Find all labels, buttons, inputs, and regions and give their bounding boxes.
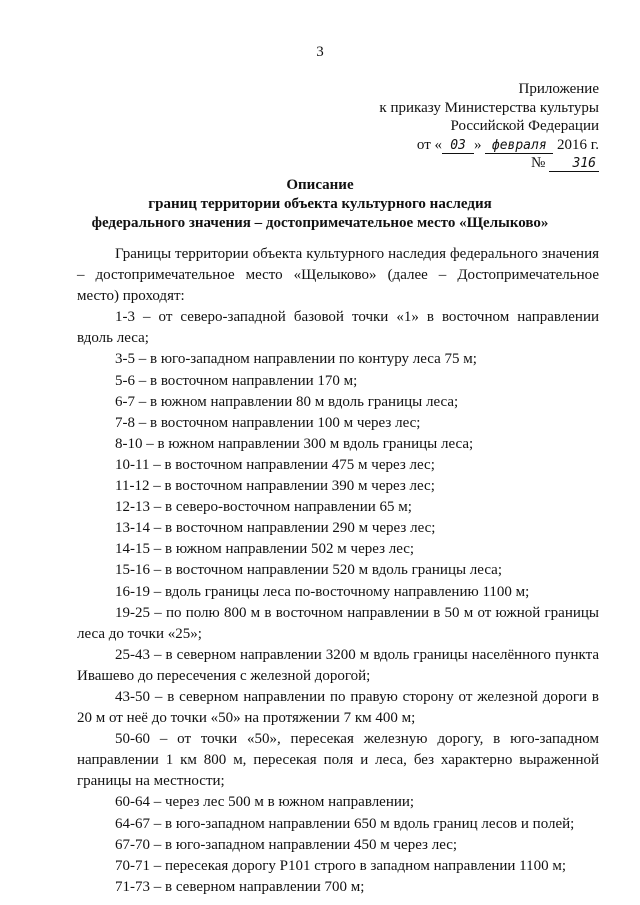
boundary-segment: 3-5 – в юго-западном направлении по контуру леса 75 м; bbox=[115, 351, 477, 368]
title-line-2: границ территории объекта культурного наследия bbox=[148, 196, 492, 212]
date-prefix: от « bbox=[416, 136, 443, 153]
title-line-1: Описание bbox=[286, 177, 354, 193]
boundary-segment: 8-10 – в южном направлении 300 м вдоль границы леса; bbox=[115, 435, 474, 452]
boundary-segment: 71-73 – в северном направлении 700 м; bbox=[115, 878, 365, 895]
title-line-3: федерального значения – достопримечательное место «Щелыково» bbox=[91, 215, 549, 231]
date-mid: » bbox=[474, 136, 482, 153]
boundary-segment: 13-14 – в восточном направлении 290 м через лес; bbox=[115, 520, 436, 537]
boundary-segment: 60-64 – через лес 500 м в южном направлении; bbox=[115, 794, 415, 811]
document-body bbox=[77, 244, 599, 898]
boundary-segment: 10-11 – в восточном направлении 475 м через лес; bbox=[115, 456, 435, 473]
boundary-segment: 5-6 – в восточном направлении 170 м; bbox=[115, 372, 358, 389]
appendix-federation: Российской Федерации bbox=[450, 118, 599, 134]
appendix-number-line bbox=[379, 154, 599, 173]
appendix-label: Приложение bbox=[518, 81, 599, 97]
boundary-segment: 25-43 – в северном направлении 3200 м вдоль границы населённого пункта Ивашево до пересечения с железной дорогой; bbox=[77, 646, 599, 684]
order-number-handwritten: 316 bbox=[549, 157, 599, 172]
boundary-segment: 14-15 – в южном направлении 502 м через лес; bbox=[115, 541, 415, 558]
boundary-segment: 64-67 – в юго-западном направлении 650 м вдоль границ лесов и полей; bbox=[115, 815, 575, 832]
boundary-segment: 43-50 – в северном направлении по правую сторону от железной дороги в 20 м от неё до точки «50» на протяжении 7 км 400 м; bbox=[77, 688, 599, 727]
number-prefix: № bbox=[530, 155, 546, 171]
boundary-segment: 15-16 – в восточном направлении 520 м вдоль границы леса; bbox=[115, 562, 502, 579]
document-title bbox=[0, 176, 640, 233]
boundary-segment: 7-8 – в восточном направлении 100 м через лес; bbox=[115, 414, 421, 431]
date-month-handwritten: февраля bbox=[485, 139, 553, 154]
boundary-segment: 67-70 – в юго-западном направлении 450 м через лес; bbox=[115, 836, 458, 853]
boundary-segment: 6-7 – в южном направлении 80 м вдоль границы леса; bbox=[115, 393, 459, 410]
boundary-segment: 11-12 – в восточном направлении 390 м через лес; bbox=[115, 478, 435, 495]
boundary-segment: 70-71 – пересекая дорогу Р101 строго в западном направлении 1100 м; bbox=[115, 857, 567, 874]
intro-paragraph: Границы территории объекта культурного наследия федерального значения – достопримечательное место «Щелыково» (далее – Достопримечательное место) проходят: bbox=[77, 246, 599, 305]
appendix-header bbox=[379, 80, 599, 173]
boundary-segment: 12-13 – в северо-восточном направлении 65 м; bbox=[115, 499, 412, 516]
boundary-segment: 50-60 – от точки «50», пересекая железную дорогу, в юго-западном направлении 1 км 800 м, пересекая поля и леса, без характерно выраженной границы на местности; bbox=[77, 731, 599, 790]
boundary-segment: 19-25 – по полю 800 м в восточном направлении в 50 м от южной границы леса до точки «25»; bbox=[77, 604, 599, 642]
appendix-date-line bbox=[379, 136, 599, 155]
appendix-order-ref: к приказу Министерства культуры bbox=[379, 99, 599, 116]
boundary-segment: 1-3 – от северо-западной базовой точки «1» в восточном направлении вдоль леса; bbox=[77, 309, 599, 347]
date-day-handwritten: 03 bbox=[442, 139, 474, 154]
page-number: 3 bbox=[316, 44, 324, 60]
date-year: 2016 г. bbox=[557, 136, 599, 153]
boundary-segment: 16-19 – вдоль границы леса по-восточному направлению 1100 м; bbox=[115, 583, 530, 600]
